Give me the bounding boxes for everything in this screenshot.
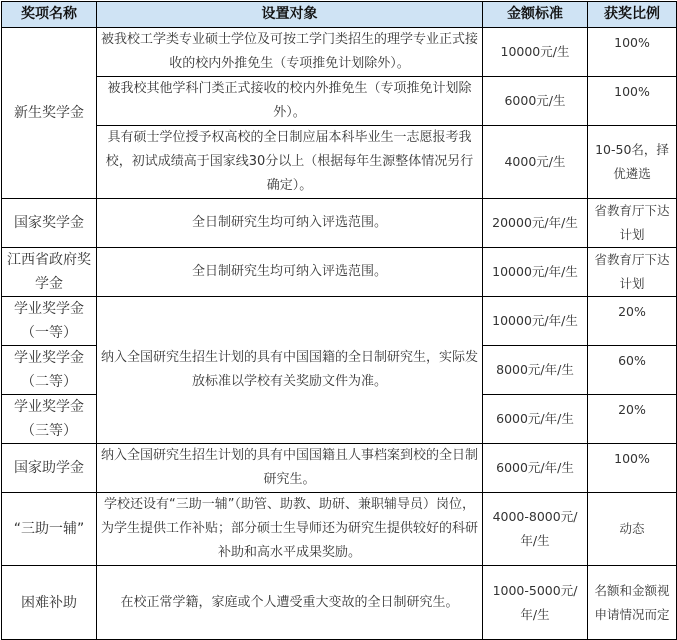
award-name-grant: 国家助学金 (2, 444, 97, 493)
amount-cell: 4000-8000元/年/生 (483, 493, 588, 566)
target-cell: 在校正常学籍，家庭或个人遭受重大变故的全日制研究生。 (97, 566, 483, 640)
amount-cell: 1000-5000元/年/生 (483, 566, 588, 640)
ratio-cell: 100% (588, 444, 677, 493)
target-cell: 全日制研究生均可纳入评选范围。 (97, 199, 483, 248)
ratio-cell: 60% (588, 346, 677, 395)
header-award-name: 奖项名称 (2, 2, 97, 28)
target-cell: 被我校其他学科门类正式接收的校内外推免生（专项推免计划除外）。 (97, 77, 483, 126)
target-cell: 具有硕士学位授予权高校的全日制应届本科毕业生一志愿报考我校，初试成绩高于国家线30分以上（根据每年生源整体情况另行确定）。 (97, 126, 483, 199)
ratio-cell: 省教育厅下达计划 (588, 248, 677, 297)
ratio-cell: 20% (588, 395, 677, 444)
header-ratio: 获奖比例 (588, 2, 677, 28)
ratio-cell: 名额和金额视申请情况而定 (588, 566, 677, 640)
target-cell: 纳入全国研究生招生计划的具有中国国籍且人事档案到校的全日制研究生。 (97, 444, 483, 493)
table-row (2, 126, 677, 199)
award-name-academic-3: 学业奖学金（三等） (2, 395, 97, 444)
award-name-academic-1: 学业奖学金（一等） (2, 297, 97, 346)
header-target: 设置对象 (97, 2, 483, 28)
ratio-cell: 省教育厅下达计划 (588, 199, 677, 248)
table-row (2, 199, 677, 248)
amount-cell: 10000元/年/生 (483, 297, 588, 346)
target-cell: 全日制研究生均可纳入评选范围。 (97, 248, 483, 297)
header-amount: 金额标准 (483, 2, 588, 28)
table-row (2, 248, 677, 297)
award-name-freshman: 新生奖学金 (2, 28, 97, 199)
ratio-cell: 100% (588, 77, 677, 126)
scholarship-table (1, 1, 677, 640)
award-name-national: 国家奖学金 (2, 199, 97, 248)
amount-cell: 8000元/年/生 (483, 346, 588, 395)
table-row (2, 77, 677, 126)
table-row (2, 444, 677, 493)
table-row (2, 566, 677, 640)
amount-cell: 10000元/年/生 (483, 248, 588, 297)
award-name-academic-2: 学业奖学金（二等） (2, 346, 97, 395)
ratio-cell: 10-50名，择优遴选 (588, 126, 677, 199)
amount-cell: 6000元/年/生 (483, 444, 588, 493)
amount-cell: 10000元/生 (483, 28, 588, 77)
table-row (2, 493, 677, 566)
ratio-cell: 动态 (588, 493, 677, 566)
table-row (2, 297, 677, 346)
award-name-provincial: 江西省政府奖学金 (2, 248, 97, 297)
table-row (2, 28, 677, 77)
amount-cell: 6000元/生 (483, 77, 588, 126)
target-cell: 学校还设有“三助一辅”（助管、助教、助研、兼职辅导员）岗位，为学生提供工作补贴；部分硕士生导师还为研究生提供较好的科研补助和高水平成果奖励。 (97, 493, 483, 566)
award-name-hardship: 困难补助 (2, 566, 97, 640)
ratio-cell: 100% (588, 28, 677, 77)
amount-cell: 4000元/生 (483, 126, 588, 199)
ratio-cell: 20% (588, 297, 677, 346)
table-header-row (2, 2, 677, 28)
amount-cell: 20000元/年/生 (483, 199, 588, 248)
target-cell: 被我校工学类专业硕士学位及可按工学门类招生的理学专业正式接收的校内外推免生（专项推免计划除外）。 (97, 28, 483, 77)
award-name-three-assist: “三助一辅” (2, 493, 97, 566)
amount-cell: 6000元/年/生 (483, 395, 588, 444)
target-cell: 纳入全国研究生招生计划的具有中国国籍的全日制研究生，实际发放标准以学校有关奖励文件为准。 (97, 297, 483, 444)
